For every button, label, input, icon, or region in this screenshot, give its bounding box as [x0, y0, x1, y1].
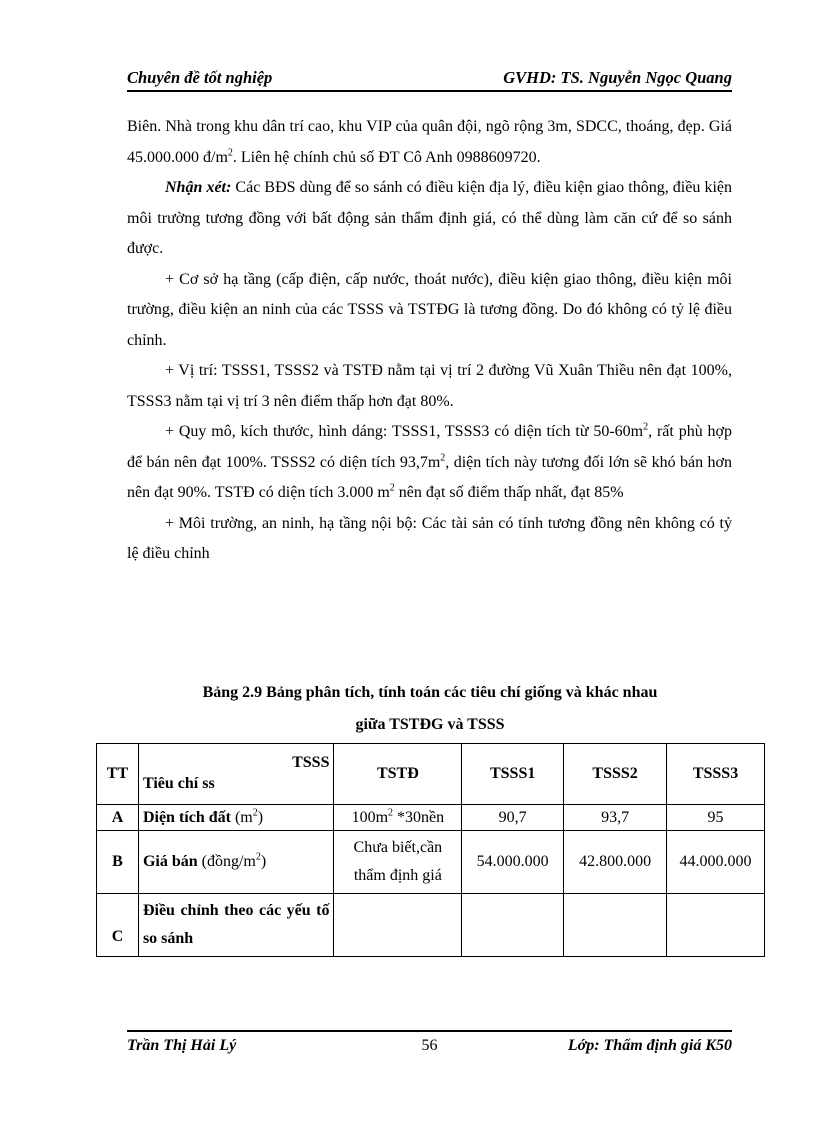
row-c-tstd — [334, 894, 462, 957]
table-caption — [96, 677, 764, 741]
header-tt: TT — [97, 744, 139, 805]
row-c-tt: C — [97, 894, 139, 957]
comparison-table — [96, 743, 765, 957]
row-b-tsss1: 54.000.000 — [462, 831, 564, 894]
row-b-tsss2: 42.800.000 — [564, 831, 667, 894]
row-a-criteria: Diện tích đất $(m^2)$ — [138, 805, 334, 831]
row-a-tsss3: 95 — [667, 805, 765, 831]
table-row-b — [97, 831, 765, 894]
paragraph-listing-continued: Biên. Nhà trong khu dân trí cao, khu VIP của quân đội, ngõ rộng 3m, SDCC, thoáng, đẹp. Giá 45.000.000 $đ/m^2$. Liên hệ chính chủ số ĐT Cô Anh 0988609720. — [127, 118, 732, 166]
caption-line-2: giữa TSTĐG và TSSS — [355, 716, 505, 733]
header-diagonal-cell — [138, 744, 334, 805]
table-row-a — [97, 805, 765, 831]
remark-label: Nhận xét: — [165, 179, 232, 196]
row-a-tsss1: 90,7 — [462, 805, 564, 831]
header-tsss2: TSSS2 — [564, 744, 667, 805]
row-c-tsss3 — [667, 894, 765, 957]
paragraph-environment: + Môi trường, an ninh, hạ tầng nội bộ: Các tài sản có tính tương đồng nên không có tỷ lệ điều chỉnh — [127, 514, 732, 562]
header-criteria: Tiêu chí ss — [142, 775, 215, 792]
header-tsss: TSSS — [292, 754, 330, 771]
footer-class: Lớp: Thẩm định giá K50 — [567, 1037, 732, 1054]
page-number: 56 — [421, 1037, 438, 1054]
row-b-criteria: Giá bán $(đồng/m^2)$ — [138, 831, 334, 894]
row-c-criteria: Điều chỉnh theo các yếu tố so sánh — [138, 894, 334, 957]
page-header — [127, 66, 732, 92]
footer-author: Trần Thị Hải Lý — [127, 1037, 237, 1054]
row-b-tstd: Chưa biết,cần thẩm định giá — [334, 831, 462, 894]
row-b-tsss3: 44.000.000 — [667, 831, 765, 894]
row-c-tsss2 — [564, 894, 667, 957]
header-tsss3: TSSS3 — [667, 744, 765, 805]
row-c-tsss1 — [462, 894, 564, 957]
header-advisor: GVHD: TS. Nguyễn Ngọc Quang — [503, 68, 732, 87]
header-tstd: TSTĐ — [334, 744, 462, 805]
row-a-tstd: $100m^2$ *30nền — [334, 805, 462, 831]
caption-line-1: Bảng 2.9 Bảng phân tích, tính toán các tiêu chí giống và khác nhau — [202, 684, 658, 701]
paragraph-size: + Quy mô, kích thước, hình dáng: TSSS1, TSSS3 có diện tích từ $50-60m^2$, rất phù hợp để bán nên đạt 100%. TSSS2 có diện tích $93,7m^2$, diện tích này tương đối lớn sẽ khó bán hơn nên đạt 90%. TSTĐ có diện tích 3.000 $m^2$ nên đạt số điểm thấp nhất, đạt 85% — [127, 421, 732, 501]
row-b-tt: B — [97, 831, 139, 894]
header-doc-title: Chuyên đề tốt nghiệp — [127, 68, 273, 87]
paragraph-remark: Nhận xét: Các BĐS dùng để so sánh có điều kiện địa lý, điều kiện giao thông, điều kiện môi trường tương đồng với bất động sản thẩm định giá, có thể dùng làm căn cứ để so sánh được. — [127, 179, 732, 257]
body-text — [127, 112, 732, 570]
page-footer — [127, 1030, 732, 1058]
paragraph-infrastructure: + Cơ sở hạ tầng (cấp điện, cấp nước, thoát nước), điều kiện giao thông, điều kiện môi trường, điều kiện an ninh của các TSSS và TSTĐG là tương đồng. Do đó không có tỷ lệ điều chỉnh. — [127, 270, 732, 349]
header-tsss1: TSSS1 — [462, 744, 564, 805]
table-row-c — [97, 894, 765, 957]
table-header-row — [97, 744, 765, 805]
row-a-tsss2: 93,7 — [564, 805, 667, 831]
row-a-tt: A — [97, 805, 139, 831]
paragraph-location: + Vị trí: TSSS1, TSSS2 và TSTĐ nằm tại vị trí 2 đường Vũ Xuân Thiều nên đạt 100%, TSSS3 nằm tại vị trí 3 nên điểm thấp hơn đạt 80%. — [127, 362, 732, 410]
